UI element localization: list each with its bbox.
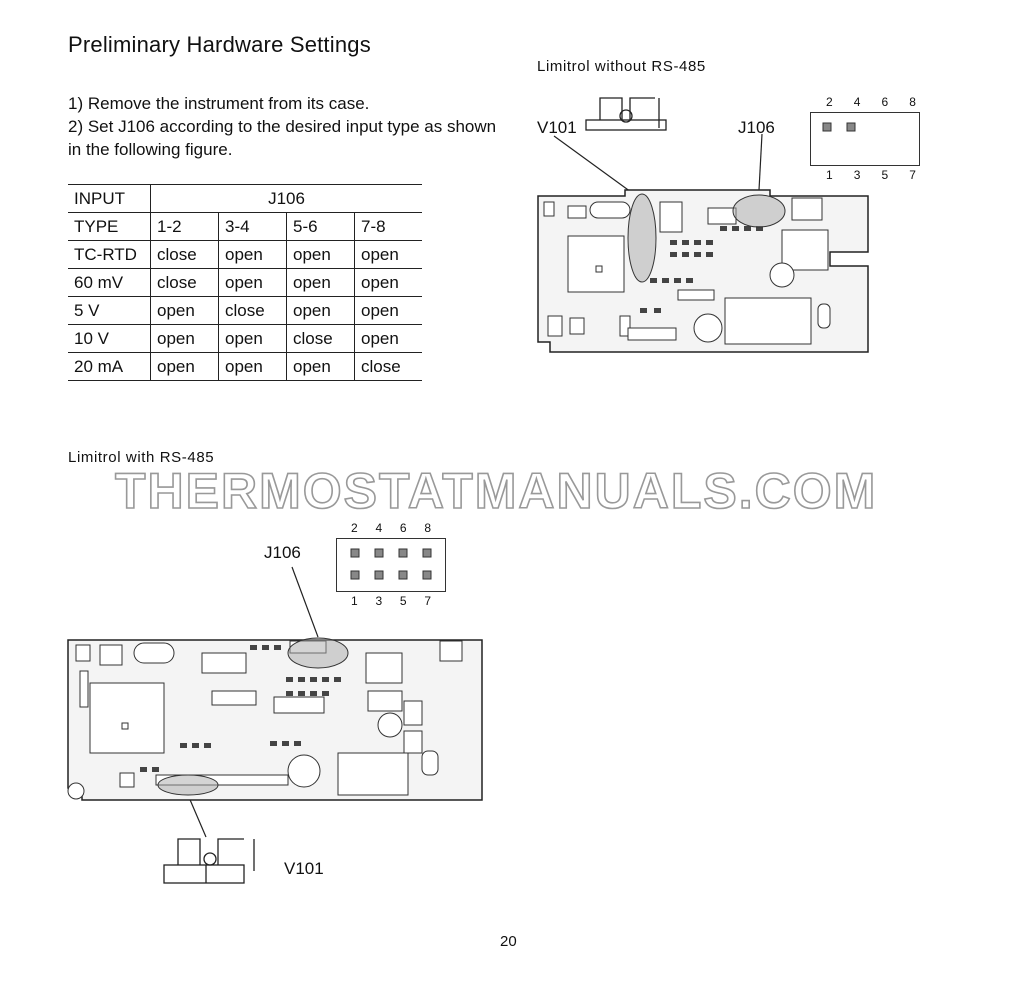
page-number: 20 bbox=[500, 933, 517, 950]
pin-label: 3 bbox=[375, 594, 383, 608]
pcb-diagram-top bbox=[530, 90, 875, 355]
v101-callout-label: V101 bbox=[537, 118, 577, 137]
pin-label: 2 bbox=[351, 521, 358, 535]
table-header-j106: J106 bbox=[151, 185, 423, 213]
pin-label: 6 bbox=[399, 521, 407, 535]
pcb-diagram-bottom bbox=[60, 545, 490, 890]
table-cell: open bbox=[287, 297, 355, 325]
table-cell: open bbox=[355, 241, 423, 269]
table-cell-input-type: 20 mA bbox=[74, 356, 124, 376]
table-cell: close bbox=[287, 325, 355, 353]
table-cell: open bbox=[355, 325, 423, 353]
table-cell: open bbox=[355, 269, 423, 297]
table-header-row bbox=[68, 185, 422, 213]
table-row bbox=[68, 297, 422, 325]
table-cell: open bbox=[355, 297, 423, 325]
table-row bbox=[68, 325, 422, 353]
j106-settings-table bbox=[68, 184, 422, 381]
table-row bbox=[68, 353, 422, 381]
table-header-pins: 3-4 bbox=[219, 213, 287, 241]
table-cell-input-type: 10 V bbox=[74, 328, 109, 348]
table-cell: open bbox=[151, 297, 219, 325]
table-cell: open bbox=[219, 353, 287, 381]
page-title: Preliminary Hardware Settings bbox=[68, 32, 371, 57]
table-cell: close bbox=[355, 353, 423, 381]
table-header-pins: 5-6 bbox=[287, 213, 355, 241]
pin-label: 3 bbox=[853, 168, 861, 182]
table-cell-input-type: 5 V bbox=[74, 300, 100, 320]
table-cell-input-type: TC-RTD bbox=[74, 244, 137, 264]
pin-label: 7 bbox=[424, 594, 431, 608]
pin-label: 4 bbox=[853, 95, 861, 109]
pin-label: 4 bbox=[375, 521, 383, 535]
j106-callout-label: J106 bbox=[738, 118, 775, 137]
table-cell: open bbox=[219, 269, 287, 297]
pin-label: 5 bbox=[881, 168, 889, 182]
table-header-input: INPUT bbox=[74, 188, 125, 208]
table-header-row bbox=[68, 213, 422, 241]
table-cell: close bbox=[151, 269, 219, 297]
table-row bbox=[68, 269, 422, 297]
watermark: THERMOSTATMANUALS.COM bbox=[115, 463, 878, 519]
pin-label: 6 bbox=[881, 95, 889, 109]
table-cell-input-type: 60 mV bbox=[74, 272, 124, 292]
table-cell: open bbox=[287, 269, 355, 297]
table-cell: open bbox=[219, 241, 287, 269]
instruction-step-2: 2) Set J106 according to the desired input type as shown in the following figure. bbox=[68, 117, 497, 159]
v101-callout-label: V101 bbox=[284, 859, 324, 878]
j106-callout-label: J106 bbox=[264, 543, 301, 562]
pin-label: 8 bbox=[424, 521, 431, 535]
pin-label: 1 bbox=[351, 594, 358, 608]
pin-label: 8 bbox=[909, 95, 916, 109]
table-cell: close bbox=[219, 297, 287, 325]
pin-label: 2 bbox=[826, 95, 833, 109]
pin-label: 1 bbox=[826, 168, 833, 182]
table-cell: open bbox=[287, 241, 355, 269]
instruction-step-1: 1) Remove the instrument from its case. bbox=[68, 94, 370, 113]
pin-label: 7 bbox=[909, 168, 916, 182]
table-row bbox=[68, 241, 422, 269]
table-header-type: TYPE bbox=[74, 216, 119, 236]
figure-label-without-rs485: Limitrol without RS-485 bbox=[537, 58, 706, 75]
table-header-pins: 1-2 bbox=[151, 213, 219, 241]
pin-label: 5 bbox=[399, 594, 407, 608]
table-cell: open bbox=[287, 353, 355, 381]
table-header-pins: 7-8 bbox=[355, 213, 423, 241]
table-cell: close bbox=[151, 241, 219, 269]
table-cell: open bbox=[151, 353, 219, 381]
table-cell: open bbox=[151, 325, 219, 353]
table-cell: open bbox=[219, 325, 287, 353]
figure-label-with-rs485: Limitrol with RS-485 bbox=[68, 449, 215, 466]
